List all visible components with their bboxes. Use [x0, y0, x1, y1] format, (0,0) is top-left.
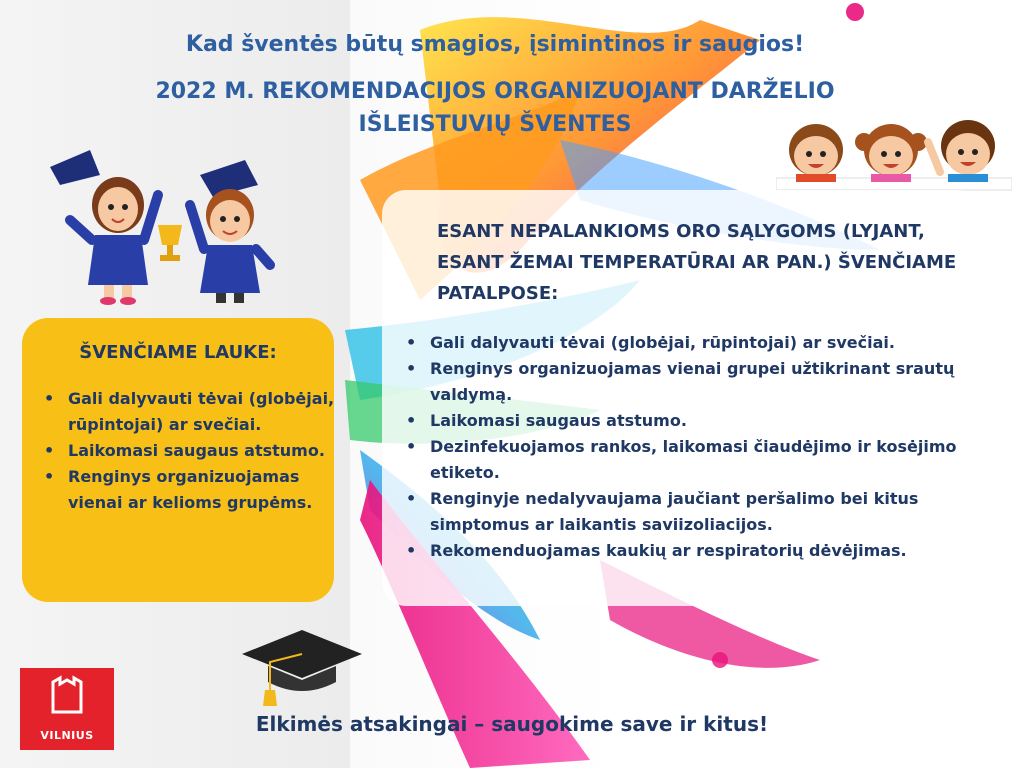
header-slogan: Kad šventės būtų smagios, įsimintinos ir saugios!	[185, 32, 805, 57]
vilnius-logo	[20, 668, 114, 750]
graduation-cap-icon	[240, 628, 365, 708]
outdoor-list	[42, 386, 338, 516]
graduates-illustration	[30, 145, 280, 310]
indoor-list-item: • Renginys organizuojamas vienai grupei užtikrinant srautų valdymą.	[430, 356, 985, 408]
indoor-list-item: • Laikomasi saugaus atstumo.	[430, 408, 985, 434]
page-title-line-1: 2022 M. REKOMENDACIJOS ORGANIZUOJANT DARŽELIO	[155, 79, 835, 104]
page-title-line-2: IŠLEISTUVIŲ ŠVENTES	[358, 112, 632, 137]
vilnius-crown-icon	[20, 668, 114, 728]
outdoor-list-item: • Renginys organizuojamas vienai ar kelioms grupėms.	[68, 464, 338, 516]
indoor-list-item: • Renginyje nedalyvaujama jaučiant peršalimo bei kitus simptomus ar laikantis saviizoliacijos.	[430, 486, 985, 538]
indoor-recommendations-box	[382, 190, 982, 606]
indoor-list	[404, 330, 985, 564]
footer-slogan: Elkimės atsakingai – saugokime save ir kitus!	[255, 712, 769, 736]
outdoor-title: ŠVENČIAME LAUKE:	[79, 342, 277, 363]
indoor-list-item: • Gali dalyvauti tėvai (globėjai, rūpintojai) ar svečiai.	[430, 330, 985, 356]
indoor-list-item: • Rekomenduojamas kaukių ar respiratorių dėvėjimas.	[430, 538, 985, 564]
outdoor-list-item: • Gali dalyvauti tėvai (globėjai, rūpintojai) ar svečiai.	[68, 386, 338, 438]
indoor-list-item: • Dezinfekuojamos rankos, laikomasi čiaudėjimo ir kosėjimo etiketo.	[430, 434, 985, 486]
kids-illustration	[776, 112, 1012, 192]
indoor-title: ESANT NEPALANKIOMS ORO SĄLYGOMS (LYJANT, ESANT ŽEMAI TEMPERATŪRAI AR PAN.) ŠVENČIAME PATALPOSE:	[437, 221, 957, 304]
outdoor-list-item: • Laikomasi saugaus atstumo.	[68, 438, 338, 464]
logo-text: VILNIUS	[40, 729, 94, 742]
outdoor-recommendations-box	[22, 318, 334, 602]
